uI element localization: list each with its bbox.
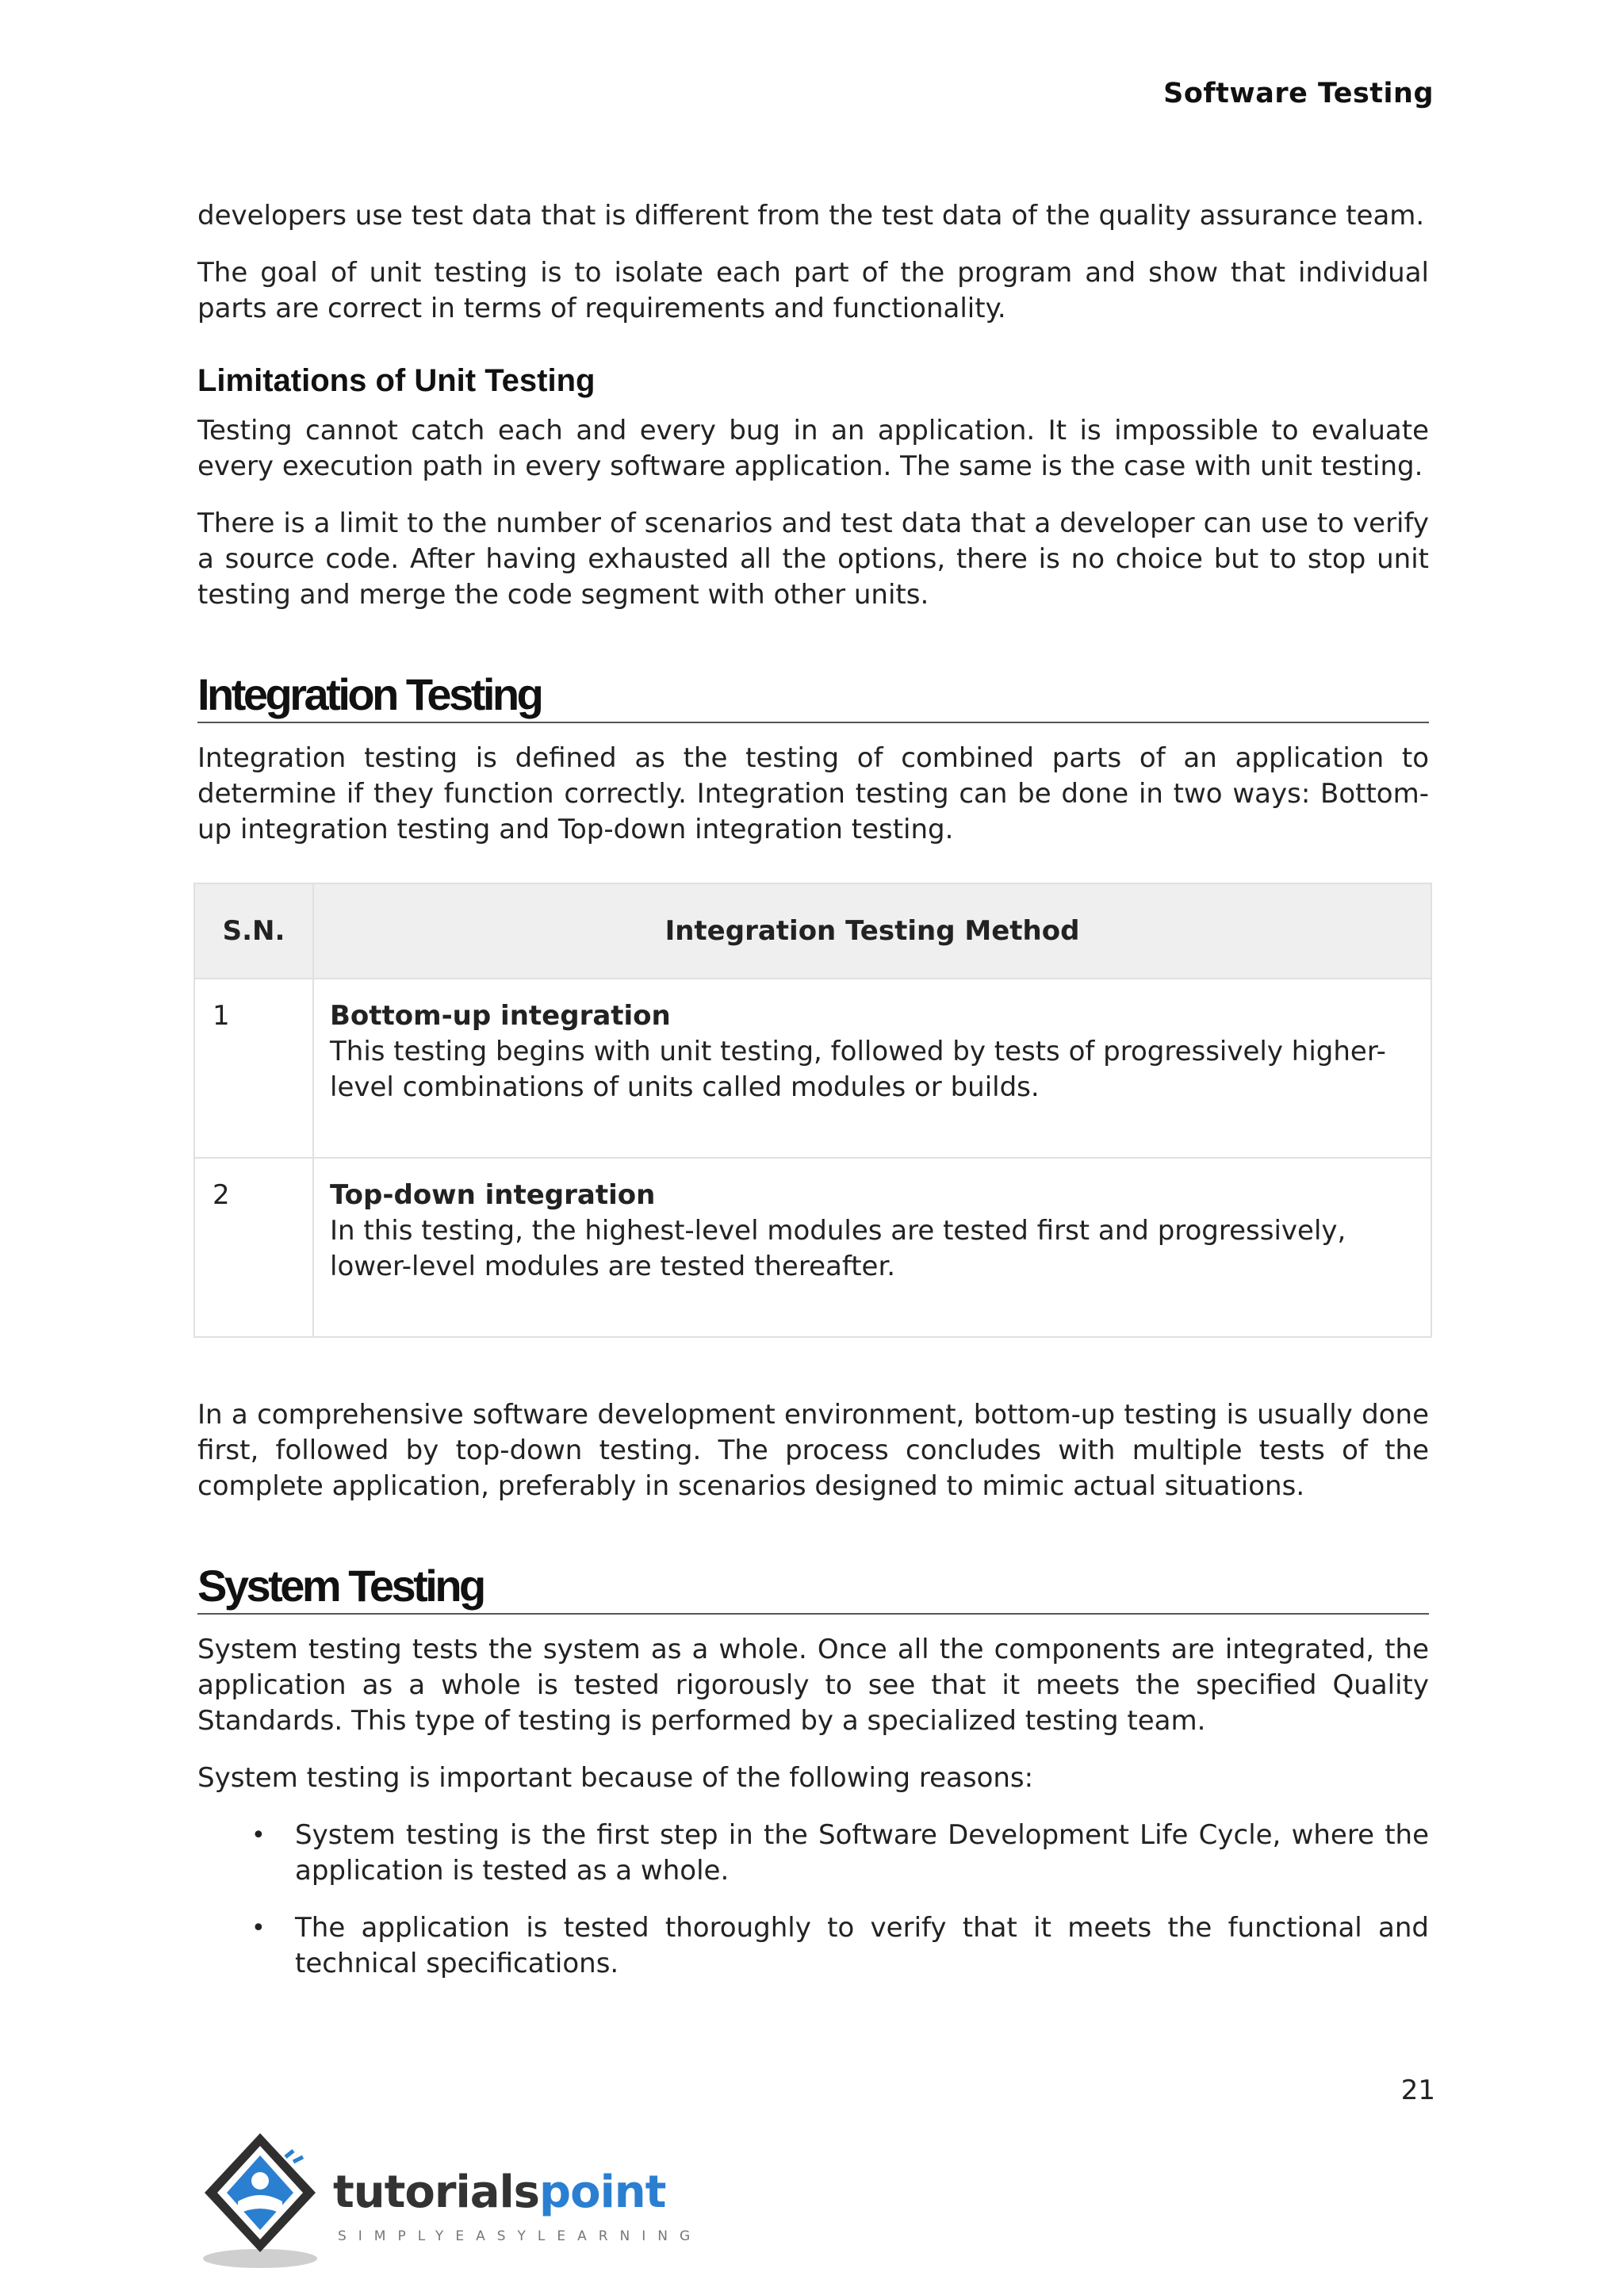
list-item-text: System testing is the first step in the Software Development Life Cycle, where the application is tested as a whole. xyxy=(295,1819,1429,1887)
table-cell-sn: 1 xyxy=(194,979,313,1158)
bullet-icon: • xyxy=(251,1914,266,1942)
tutorialspoint-logo xyxy=(197,2125,703,2284)
table-cell-sn: 2 xyxy=(194,1158,313,1337)
logo-diamond-icon xyxy=(197,2125,331,2276)
table-header-row xyxy=(194,883,1431,979)
paragraph: System testing is important because of the following reasons: xyxy=(197,1762,1034,1794)
logo-word-point: point xyxy=(539,2167,666,2218)
bullet-icon: • xyxy=(251,1822,266,1849)
paragraph: System testing tests the system as a whole. Once all the components are integrated, the application as a whole is tested rigorously to see that it meets the specified Quality Standards. This type of testing is performed by a specialized testing team. xyxy=(197,1634,1429,1737)
page-number: 21 xyxy=(1400,2075,1435,2106)
paragraph: Integration testing is defined as the testing of combined parts of an application to determine if they function correctly. Integration testing can be done in two ways: Bottom-up integration testing and Top-down integration testing. xyxy=(197,742,1429,845)
logo-wordmark xyxy=(333,2167,665,2218)
method-description: This testing begins with unit testing, followed by tests of progressively higher-level combinations of units called modules or builds. xyxy=(330,1036,1386,1103)
subheading-limitations: Limitations of Unit Testing xyxy=(197,363,596,398)
logo-tagline: SIMPLYEASYLEARNING xyxy=(338,2228,703,2244)
table-cell-method xyxy=(313,1158,1431,1337)
table-header-method: Integration Testing Method xyxy=(313,883,1431,979)
method-title: Bottom-up integration xyxy=(330,1000,671,1032)
paragraph: developers use test data that is different from the test data of the quality assurance team. xyxy=(197,200,1425,232)
list-item-text: The application is tested thoroughly to verify that it meets the functional and technical specifications. xyxy=(295,1912,1429,1979)
section-heading-integration: Integration Testing xyxy=(197,669,1429,723)
logo-word-tutorials: tutorials xyxy=(333,2167,540,2218)
paragraph: Testing cannot catch each and every bug in an application. It is impossible to evaluate every execution path in every software application. The same is the case with unit testing. xyxy=(197,415,1429,482)
list-item xyxy=(197,1818,1429,1889)
list-item xyxy=(197,1910,1429,1982)
running-header: Software Testing xyxy=(1163,78,1434,109)
paragraph: The goal of unit testing is to isolate each part of the program and show that individual parts are correct in terms of requirements and functionality. xyxy=(197,257,1429,324)
integration-methods-table xyxy=(193,883,1432,1338)
table-header-sn: S.N. xyxy=(194,883,313,979)
page-content xyxy=(197,198,1429,2003)
method-description: In this testing, the highest-level modules are tested first and progressively, lower-level modules are tested thereafter. xyxy=(330,1215,1346,1282)
method-title: Top-down integration xyxy=(330,1179,656,1211)
table-row xyxy=(194,1158,1431,1337)
table-row xyxy=(194,979,1431,1158)
bullet-list xyxy=(197,1818,1429,1982)
paragraph: In a comprehensive software development environment, bottom-up testing is usually done first, followed by top-down testing. The process concludes with multiple tests of the complete application, preferably in scenarios designed to mimic actual situations. xyxy=(197,1399,1429,1502)
table-cell-method xyxy=(313,979,1431,1158)
section-heading-system: System Testing xyxy=(197,1560,1429,1615)
paragraph: There is a limit to the number of scenarios and test data that a developer can use to verify a source code. After having exhausted all the options, there is no choice but to stop unit testing and merge the code segment with other units. xyxy=(197,508,1429,611)
